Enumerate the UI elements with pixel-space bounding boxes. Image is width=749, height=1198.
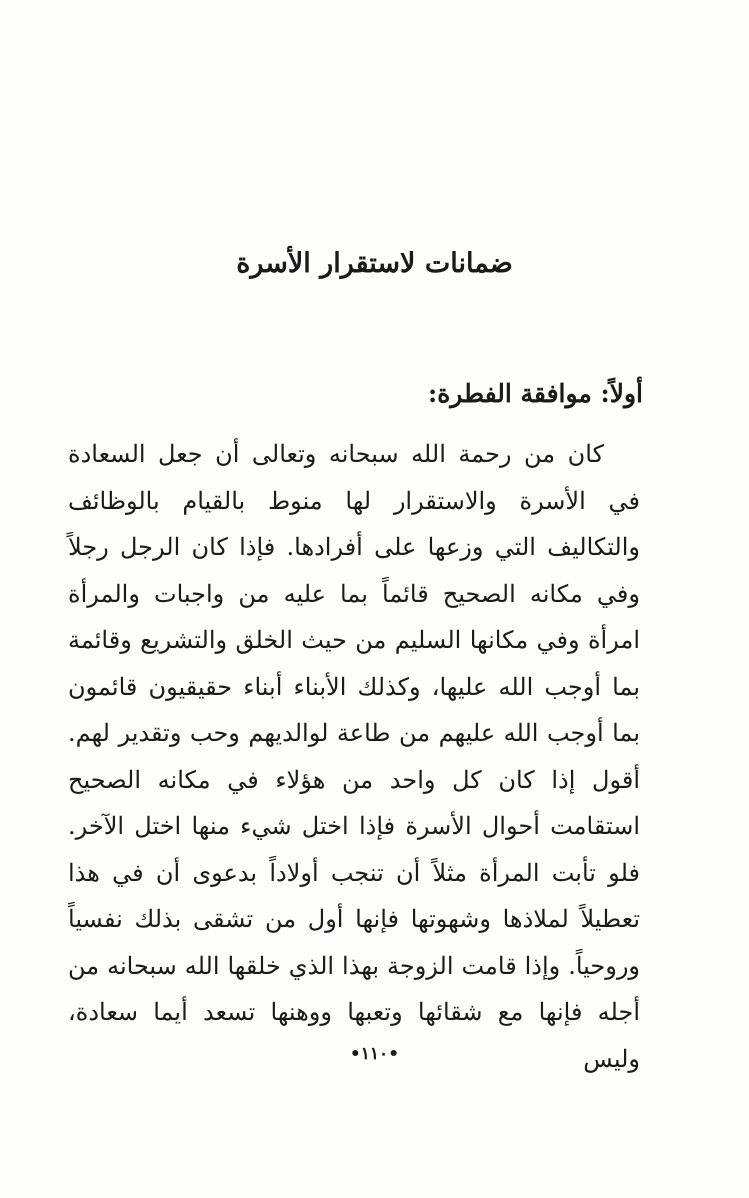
page-number: •١١٠• xyxy=(349,1044,400,1064)
body-paragraph xyxy=(68,431,640,1082)
page-title: ضمانات لاستقرار الأسرة xyxy=(236,248,513,279)
section-heading: أولاً: موافقة الفطرة: xyxy=(427,379,643,408)
paragraph-text: كان من رحمة الله سبحانه وتعالى أن جعل السعادة في الأسرة والاستقرار لها منوط بالقيام بالوظائف والتكاليف التي وزعها على أفرادها. فإذا كان الرجل رجلاً وفي مكانه الصحيح قائماً بما عليه من واجبات والمرأة امرأة وفي مكانها السليم من حيث الخلق والتشريع وقائمة بما أوجب الله عليها، وكذلك الأبناء أبناء حقيقيون قائمون بما أوجب الله عليهم من طاعة لوالديهم وحب وتقدير لهم. أقول إذا كان كل واحد من هؤلاء في مكانه الصحيح استقامت أحوال الأسرة فإذا اختل شيء منها اختل الآخر. فلو تأبت المرأة مثلاً أن تنجب أولاداً بدعوى أن في هذا تعطيلاً لملاذها وشهوتها فإنها أول من تشقى بذلك نفسياً وروحياً. وإذا قامت الزوجة بهذا الذي خلقها الله سبحانه من أجله فإنها مع شقائها وتعبها ووهنها تسعد أيما سعادة، وليس xyxy=(68,440,640,1073)
